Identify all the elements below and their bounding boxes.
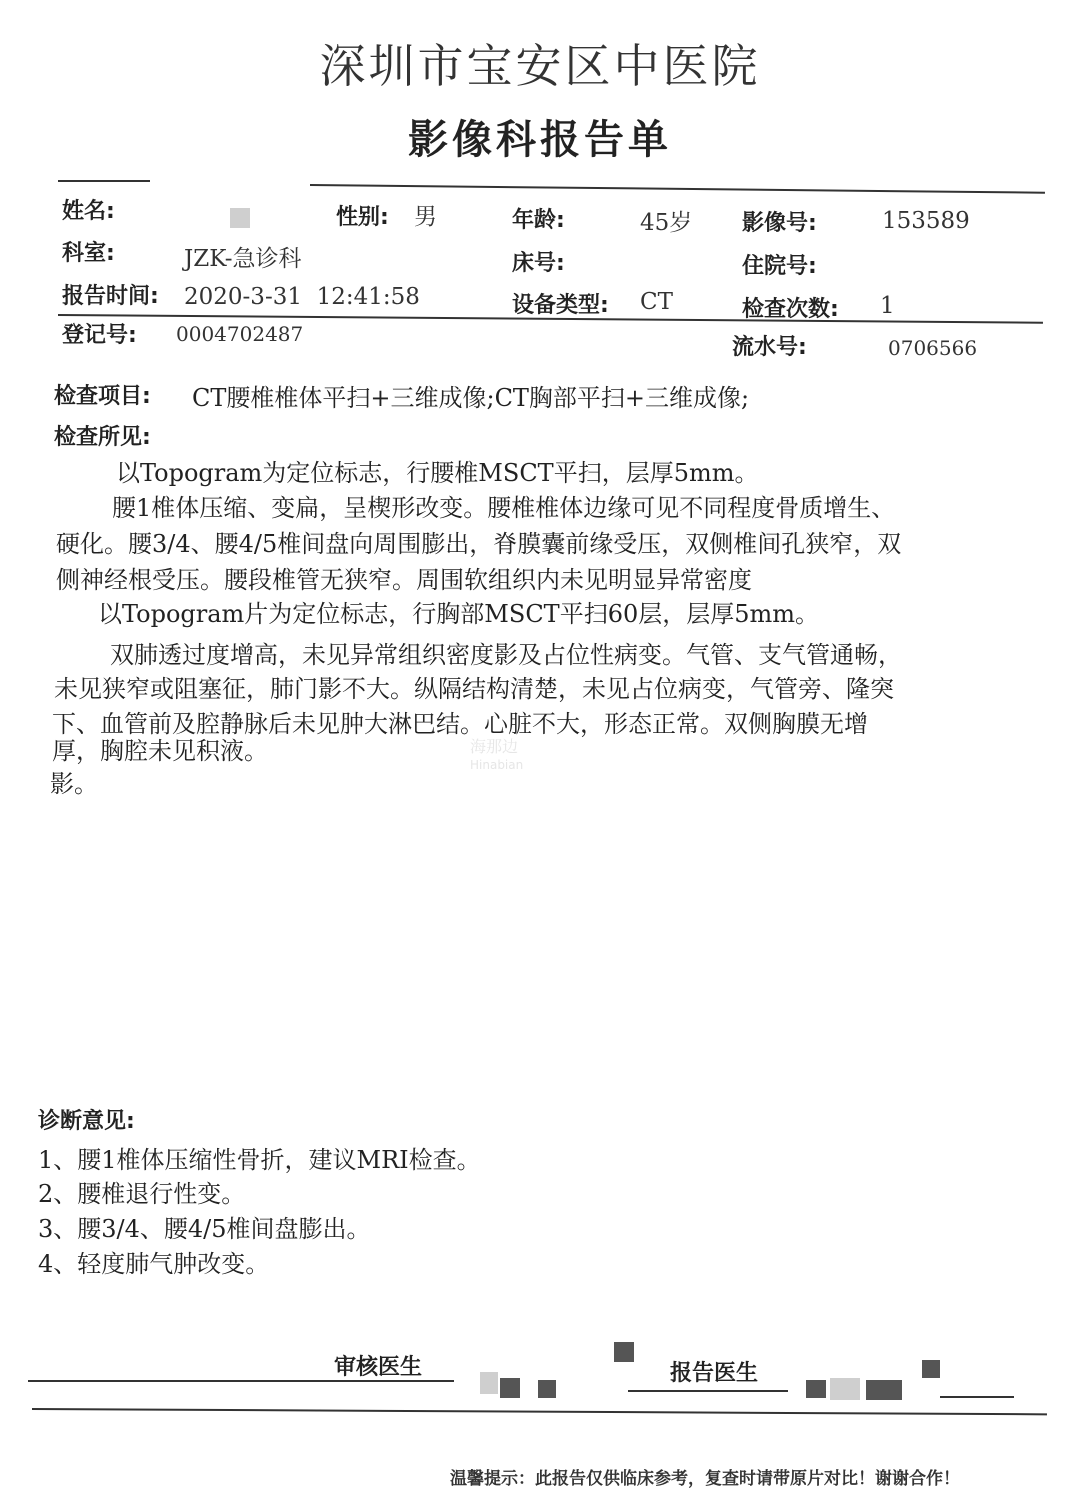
reviewer-signature-redaction — [480, 1372, 498, 1394]
top-rule — [310, 184, 1045, 194]
device-value: CT — [640, 289, 673, 315]
dept-label: 科室: — [62, 241, 115, 266]
signature-rule-left — [28, 1380, 454, 1382]
reporter-label: 报告医生 — [670, 1361, 759, 1386]
reviewer-signature-redaction — [500, 1378, 520, 1398]
name-label: 姓名: — [62, 199, 115, 224]
name-redaction — [230, 208, 250, 228]
gender-value: 男 — [414, 204, 437, 230]
inpatient-label: 住院号: — [742, 254, 817, 279]
image-no-label: 影像号: — [742, 211, 817, 236]
diagnosis-label: 诊断意见: — [38, 1109, 135, 1134]
findings-line: 以Topogram为定位标志，行腰椎MSCT平扫，层厚5mm。 — [116, 459, 759, 487]
findings-line: 硬化。腰3/4、腰4/5椎间盘向周围膨出，脊膜囊前缘受压，双侧椎间孔狭窄，双 — [56, 530, 902, 558]
signature-rule-right-end — [940, 1396, 1014, 1398]
findings-line: 腰1椎体压缩、变扁，呈楔形改变。腰椎椎体边缘可见不同程度骨质增生、 — [112, 494, 896, 522]
diagnosis-item: 1、腰1椎体压缩性骨折，建议MRI检查。 — [38, 1146, 481, 1174]
exam-count-value: 1 — [880, 293, 895, 319]
findings-line: 厚，胸腔未见积液。 — [52, 737, 268, 765]
report-title: 影像科报告单 — [408, 117, 672, 163]
diagnosis-item: 4、轻度肺气肿改变。 — [38, 1250, 270, 1278]
bottom-rule — [32, 1408, 1047, 1415]
watermark-line-2: Hinabian — [470, 758, 524, 772]
reg-no-value: 0004702487 — [176, 322, 304, 346]
serial-value: 0706566 — [888, 336, 978, 360]
reporter-signature-redaction — [866, 1380, 902, 1400]
findings-line: 影。 — [50, 770, 98, 798]
signature-rule-right — [628, 1390, 788, 1392]
exam-items-value: CT腰椎椎体平扫+三维成像;CT胸部平扫+三维成像; — [192, 384, 750, 412]
reviewer-label: 审核医生 — [334, 1355, 423, 1380]
top-left-rule — [58, 180, 150, 182]
findings-line: 双肺透过度增高，未见异常组织密度影及占位性病变。气管、支气管通畅， — [110, 641, 902, 669]
dept-value: JZK-急诊科 — [184, 246, 302, 272]
footer-notice: 温馨提示：此报告仅供临床参考，复查时请带原片对比！谢谢合作！ — [450, 1469, 960, 1489]
findings-line: 未见狭窄或阻塞征，肺门影不大。纵隔结构清楚，未见占位病变，气管旁、隆突 — [54, 675, 894, 703]
report-time-value: 2020-3-31 12:41:58 — [184, 284, 420, 310]
reporter-signature-redaction — [830, 1378, 860, 1400]
serial-label: 流水号: — [732, 335, 807, 360]
findings-line: 以Topogram片为定位标志，行胸部MSCT平扫60层，层厚5mm。 — [98, 600, 820, 628]
hospital-name: 深圳市宝安区中医院 — [319, 39, 761, 93]
diagnosis-item: 3、腰3/4、腰4/5椎间盘膨出。 — [38, 1215, 371, 1243]
age-value: 45岁 — [640, 210, 693, 236]
watermark-line-1: 海那边 — [470, 737, 519, 756]
exam-count-label: 检查次数: — [742, 297, 839, 322]
image-no-value: 153589 — [882, 208, 970, 234]
watermark — [470, 738, 523, 774]
gender-label: 性别: — [336, 205, 389, 230]
findings-line: 下、血管前及腔静脉后未见肿大淋巴结。心脏不大，形态正常。双侧胸膜无增 — [52, 710, 868, 738]
reviewer-signature-redaction — [538, 1380, 556, 1398]
exam-items-label: 检查项目: — [54, 384, 151, 409]
device-label: 设备类型: — [512, 293, 609, 318]
reporter-signature-redaction — [922, 1360, 940, 1378]
reporter-signature-redaction — [806, 1380, 826, 1398]
diagnosis-item: 2、腰椎退行性变。 — [38, 1180, 246, 1208]
findings-label: 检查所见: — [54, 425, 151, 450]
bed-label: 床号: — [512, 251, 565, 276]
reviewer-signature-redaction — [614, 1342, 634, 1362]
findings-line: 侧神经根受压。腰段椎管无狭窄。周围软组织内未见明显异常密度 — [56, 566, 752, 594]
reg-no-label: 登记号: — [62, 323, 137, 348]
age-label: 年龄: — [512, 208, 565, 233]
report-time-label: 报告时间: — [62, 284, 159, 309]
